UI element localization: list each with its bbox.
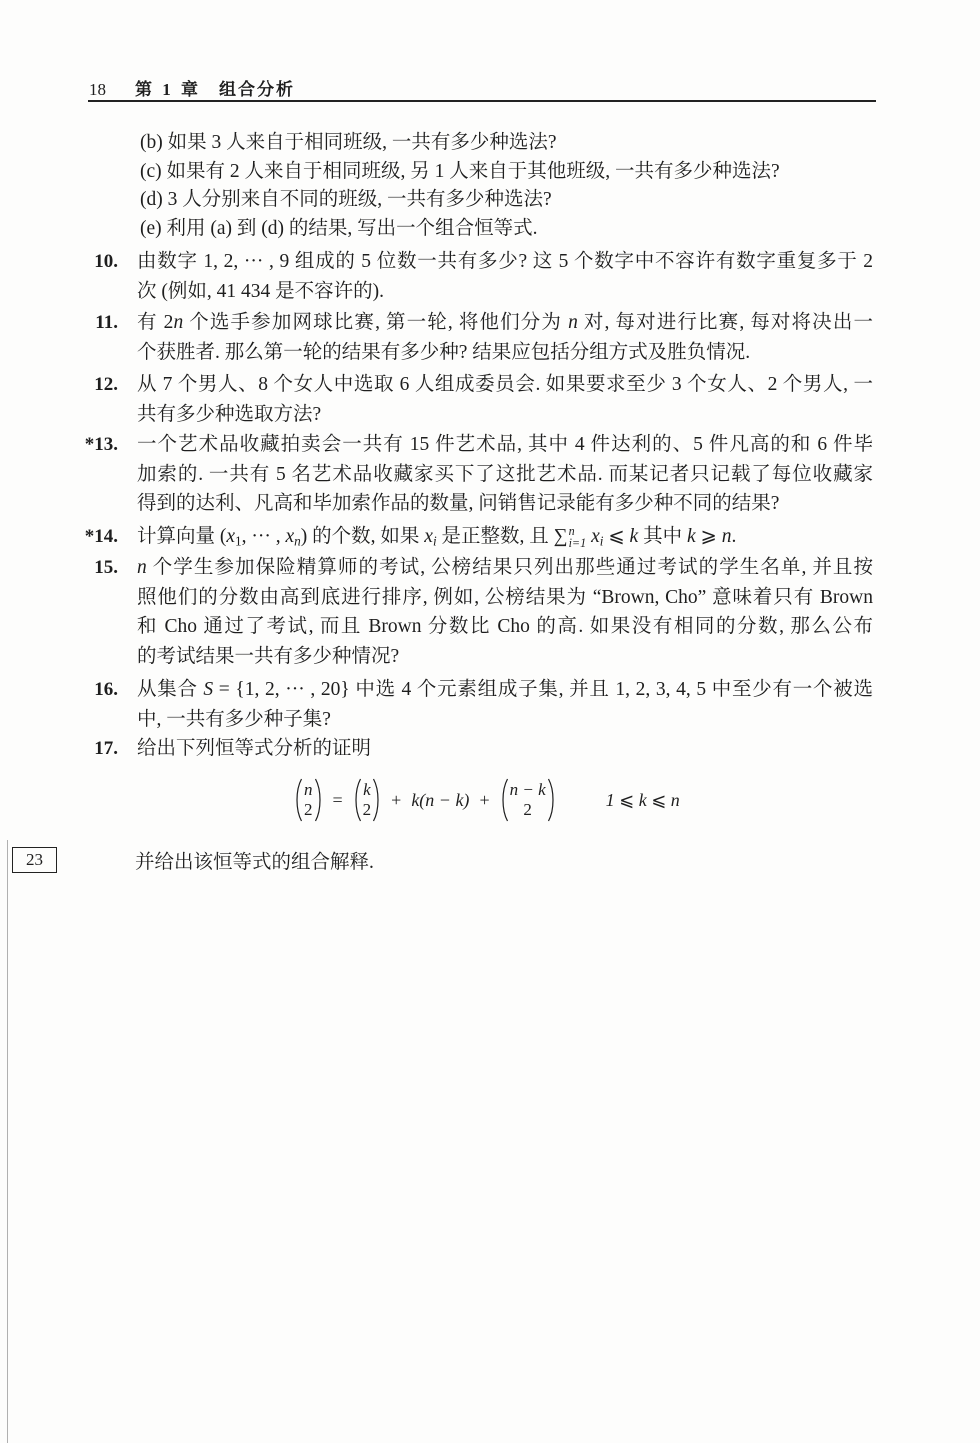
binomial-bottom: 2	[523, 800, 532, 819]
closing-line: 并给出该恒等式的组合解释.	[135, 852, 374, 873]
exercise-text	[137, 308, 873, 367]
text-run: 中, 一共有多少种子集?	[137, 708, 331, 730]
text-run: (e) 利用 (a) 到 (d) 的结果, 写出一个组合恒等式.	[140, 218, 538, 239]
binomial-top: n − k	[509, 780, 546, 799]
math-variable: n	[568, 312, 578, 333]
subscript: i	[432, 533, 437, 549]
binomial-stack	[362, 780, 373, 820]
text-run: 从 7 个男人、8 个女人中选取 6 人组成委员会. 如果要求至少 3 个女人、2 个男人, 一	[137, 374, 873, 395]
text-line	[137, 734, 873, 764]
right-paren	[547, 778, 556, 822]
exercise-text	[140, 157, 873, 187]
exercise-number: *13.	[84, 434, 118, 455]
text-run: 和 Cho 通过了考试, 而且 Brown 分数比 Cho 的高. 如果没有相同的分数, 那么公布	[137, 616, 873, 638]
chapter-label: 第 1 章	[135, 80, 201, 99]
text-run: 个选手参加网球比赛, 第一轮, 将他们分为	[183, 312, 569, 333]
exercise-text	[137, 553, 873, 671]
math-variable: x	[226, 526, 236, 547]
text-run: ⩽	[603, 526, 630, 547]
plus-sign: +	[479, 789, 490, 810]
exercise-text	[140, 214, 873, 244]
math-variable: k	[629, 526, 639, 547]
binomial-top: k	[363, 780, 371, 799]
binomial-lhs	[294, 776, 323, 824]
text-run: .	[731, 526, 737, 547]
exercise-text	[137, 734, 873, 764]
text-line	[140, 214, 873, 244]
exercise-number: 16.	[94, 679, 118, 700]
middle-term: k(n − k)	[411, 789, 470, 810]
binomial-bottom: 2	[362, 800, 372, 819]
exercise-text	[137, 430, 873, 519]
text-run: 由数字 1, 2, ··· , 9 组成的 5 位数一共有多少? 这 5 个数字中不容许有数字重复多于 2	[137, 251, 873, 272]
text-run: 的考试结果一共有多少种情况?	[137, 645, 400, 667]
subscript: n	[294, 533, 301, 549]
margin-page-reference: 23	[12, 847, 57, 873]
exercise-text	[140, 128, 873, 158]
text-line	[137, 338, 873, 368]
binomial-term-1	[353, 776, 382, 824]
text-run: , ··· ,	[241, 526, 286, 547]
subscript: 1	[235, 533, 242, 549]
text-line	[137, 370, 873, 400]
math-variable: S	[203, 679, 214, 700]
left-paren	[294, 778, 303, 822]
exercise-number: 10.	[94, 251, 118, 272]
math-variable: n	[173, 312, 184, 333]
exercise-text	[137, 370, 873, 429]
text-run: ⩾	[695, 526, 722, 547]
sum-limits	[569, 525, 587, 550]
chapter-title: 组合分析	[219, 80, 295, 99]
exercise-number: 17.	[94, 738, 118, 759]
text-run: (c) 如果有 2 人来自于相同班级, 另 1 人来自于其他班级, 一共有多少种选法?	[140, 161, 780, 182]
text-run: 得到的达利、凡高和毕加索作品的数量, 问销售记录能有多少种不同的结果?	[137, 493, 780, 515]
math-variable: n	[137, 557, 147, 578]
text-run: 加索的. 一共有 5 名艺术品收藏家买下了这批艺术品. 而某记者只记载了每位收藏家	[137, 463, 873, 485]
exercise-text	[140, 185, 873, 215]
text-run: 计算向量 (	[137, 526, 227, 547]
text-line	[137, 247, 873, 277]
equation-condition: 1 ⩽ k ⩽ n	[605, 789, 680, 810]
text-line	[137, 642, 873, 672]
text-line	[137, 460, 873, 490]
text-run: 照他们的分数由高到底进行排序, 例如, 公榜结果为 “Brown, Cho” 意味着只有 Brown	[137, 586, 873, 608]
text-line	[137, 675, 873, 705]
text-line	[140, 157, 873, 187]
left-paren	[353, 778, 362, 822]
lower-limit: i=1	[568, 536, 587, 551]
text-run: 共有多少种选取方法?	[137, 403, 322, 425]
text-line	[137, 583, 873, 613]
exercise-text	[137, 675, 873, 734]
text-line	[137, 522, 873, 552]
text-run: 个获胜者. 那么第一轮的结果有多少种? 结果应包括分组方式及胜负情况.	[137, 341, 751, 363]
page-edge-line	[7, 840, 8, 1443]
text-line	[137, 430, 873, 460]
math-variable: x	[285, 526, 295, 547]
text-line	[137, 308, 873, 338]
text-line	[137, 553, 873, 583]
plus-sign: +	[391, 789, 402, 810]
exercise-number: 11.	[95, 312, 118, 333]
text-run: 是正整数, 且	[436, 526, 554, 547]
text-line	[137, 400, 873, 430]
text-line	[137, 277, 873, 307]
subscript: i	[599, 533, 604, 549]
exercise-number: *14.	[84, 526, 118, 547]
text-line	[137, 705, 873, 735]
page-number: 18	[89, 80, 106, 99]
math-variable: x	[424, 526, 433, 547]
text-run: 有 2	[137, 312, 174, 333]
exercise-number: 15.	[94, 557, 118, 578]
exercise-text	[137, 522, 873, 552]
upper-limit: n	[568, 523, 575, 538]
identity-equation	[294, 776, 680, 824]
text-line	[140, 185, 873, 215]
math-variable: k	[686, 526, 696, 547]
text-run: ) 的个数, 如果	[300, 526, 425, 547]
text-line	[137, 612, 873, 642]
text-run: = {1, 2, ··· , 20} 中选 4 个元素组成子集, 并且 1, 2, 3, 4, 5 中至少有一个被选	[213, 679, 873, 700]
left-paren	[500, 778, 509, 822]
exercise-text	[137, 247, 873, 306]
binomial-top: n	[304, 780, 313, 799]
text-run: 对, 每对进行比赛, 每对将决出一	[577, 312, 873, 333]
text-run: (b) 如果 3 人来自于相同班级, 一共有多少种选法?	[140, 132, 557, 153]
text-line	[140, 128, 873, 158]
text-run: 从集合	[137, 679, 204, 700]
binomial-term-3	[500, 776, 556, 824]
math-variable: x	[591, 526, 600, 547]
text-run: 次 (例如, 41 434 是不容许的).	[137, 280, 384, 302]
right-paren	[314, 778, 323, 822]
binomial-stack	[509, 780, 547, 820]
text-run: 其中	[638, 526, 687, 547]
text-run: 给出下列恒等式分析的证明	[137, 738, 372, 759]
text-line	[137, 489, 873, 519]
text-run: ∑	[553, 526, 568, 547]
exercise-number: 12.	[94, 374, 118, 395]
text-run: 一个艺术品收藏拍卖会一共有 15 件艺术品, 其中 4 件达利的、5 件凡高的和 6 件毕	[137, 434, 873, 455]
text-run: (d) 3 人分别来自不同的班级, 一共有多少种选法?	[140, 189, 552, 210]
equals-sign: =	[332, 789, 343, 810]
binomial-bottom: 2	[304, 800, 313, 819]
math-variable: n	[721, 526, 732, 547]
right-paren	[372, 778, 381, 822]
binomial-stack	[303, 780, 314, 820]
text-run: 个学生参加保险精算师的考试, 公榜结果只列出那些通过考试的学生名单, 并且按	[146, 557, 873, 578]
